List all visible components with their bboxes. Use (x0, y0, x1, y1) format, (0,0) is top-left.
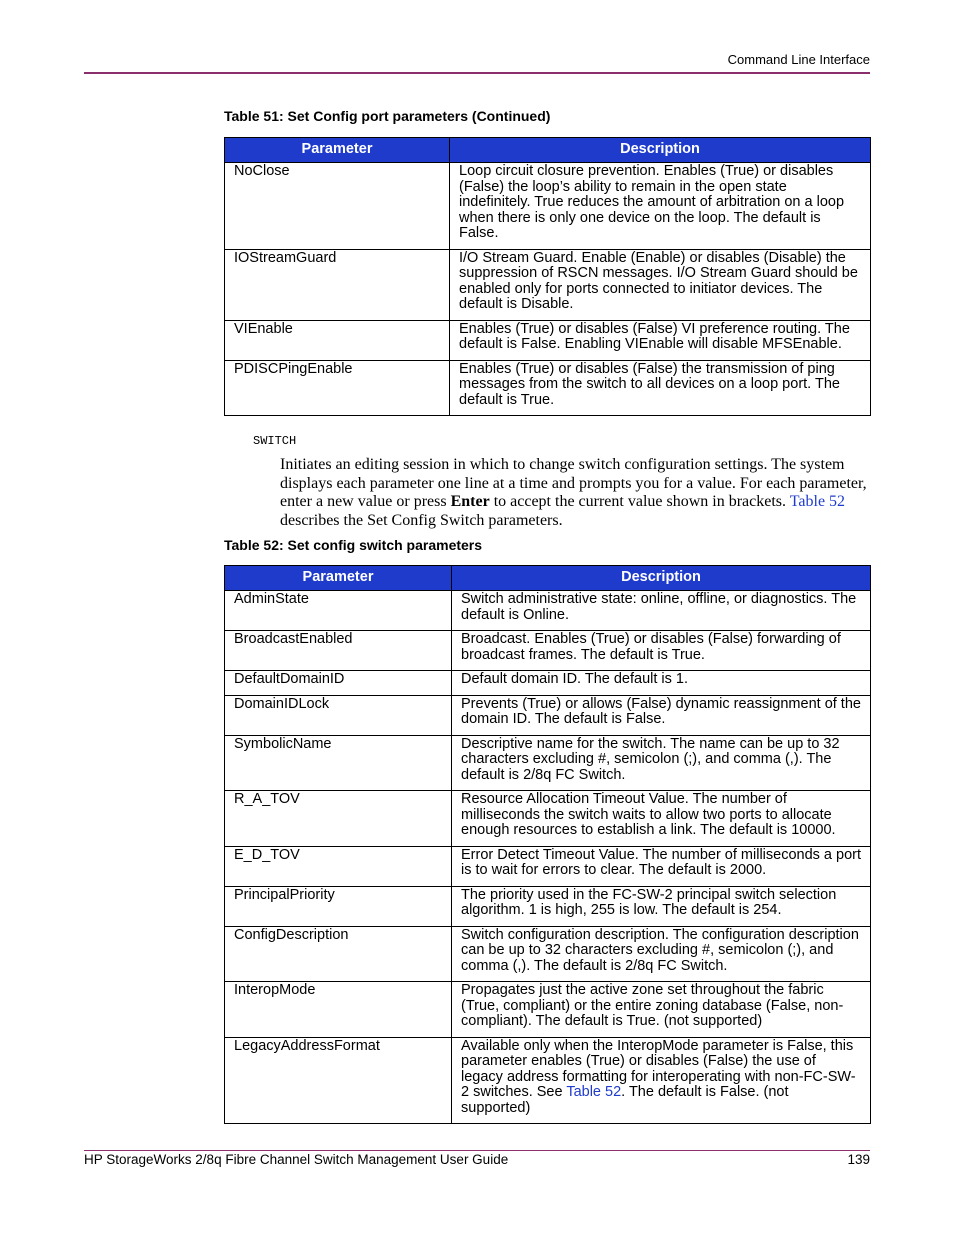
parameter-cell: E_D_TOV (225, 846, 452, 886)
description-cell (452, 1037, 871, 1124)
table-52-link[interactable]: Table 52 (566, 1084, 622, 1100)
table-52-link[interactable]: Table 52 (789, 493, 846, 511)
parameter-cell: PrincipalPriority (225, 886, 452, 926)
paragraph-text: Initiates an editing session in which to change switch configuration settings. The system displays each parameter one line at a time and prompts you for a value. For each parameter, enter a new value or press (280, 456, 867, 511)
description-cell: Prevents (True) or allows (False) dynamic reassignment of the domain ID. The default is False. (452, 695, 871, 735)
description-cell: Propagates just the active zone set throughout the fabric (True, compliant) or the entire zoning database (False, non-compliant). The default is True. (not supported) (452, 982, 871, 1038)
parameter-cell: ConfigDescription (225, 926, 452, 982)
parameter-cell: IOStreamGuard (225, 249, 450, 320)
parameter-cell: LegacyAddressFormat (225, 1037, 452, 1124)
table-row (225, 163, 871, 250)
parameter-cell: InteropMode (225, 982, 452, 1038)
table-51-caption: Table 51: Set Config port parameters (Continued) (224, 108, 551, 124)
footer-title: HP StorageWorks 2/8q Fibre Channel Switch Management User Guide (84, 1152, 509, 1167)
description-text: . The default is False. (not supported) (461, 1084, 789, 1116)
page-number: 139 (847, 1152, 870, 1167)
description-cell: Enables (True) or disables (False) VI preference routing. The default is False. Enabling VIEnable will disable MFSEnable. (450, 320, 871, 360)
parameter-cell: SymbolicName (225, 735, 452, 791)
description-cell: Descriptive name for the switch. The name can be up to 32 characters excluding #, semicolon (;), and comma (,). The default is 2/8q FC Switch. (452, 735, 871, 791)
paragraph-text: describes the Set Config Switch parameters. (280, 512, 563, 530)
description-cell: The priority used in the FC-SW-2 principal switch selection algorithm. 1 is high, 255 is low. The default is 254. (452, 886, 871, 926)
parameter-cell: BroadcastEnabled (225, 631, 452, 671)
description-cell: Default domain ID. The default is 1. (452, 671, 871, 696)
parameter-cell: VIEnable (225, 320, 450, 360)
description-cell: Resource Allocation Timeout Value. The number of milliseconds the switch waits to allow two ports to allocate enough resources to establish a link. The default is 10000. (452, 791, 871, 847)
table-row (225, 360, 871, 416)
switch-command: SWITCH (253, 434, 297, 448)
column-header-description: Description (450, 138, 871, 163)
running-header: Command Line Interface (727, 52, 870, 67)
table-row (225, 671, 871, 696)
table-row (225, 591, 871, 631)
description-cell: Enables (True) or disables (False) the transmission of ping messages from the switch to all devices on a loop port. The default is True. (450, 360, 871, 416)
parameter-cell: DefaultDomainID (225, 671, 452, 696)
description-text: Available only when the InteropMode parameter is False, this parameter enables (True) or disables (False) the use of legacy address formatting for interoperating with non-FC-SW-2 switches. See (461, 1037, 856, 1100)
parameter-cell: DomainIDLock (225, 695, 452, 735)
description-cell: Error Detect Timeout Value. The number of milliseconds a port is to wait for errors to clear. The default is 2000. (452, 846, 871, 886)
header-rule (84, 72, 870, 74)
table-row (225, 320, 871, 360)
table-row (225, 631, 871, 671)
description-cell: Broadcast. Enables (True) or disables (False) forwarding of broadcast frames. The default is True. (452, 631, 871, 671)
enter-key-term: Enter (450, 493, 490, 511)
table-row (225, 982, 871, 1038)
table-row (225, 735, 871, 791)
table-52 (224, 565, 871, 1124)
column-header-parameter: Parameter (225, 138, 450, 163)
paragraph-text: to accept the current value shown in brackets. (489, 493, 790, 511)
parameter-cell: AdminState (225, 591, 452, 631)
description-cell: I/O Stream Guard. Enable (Enable) or disables (Disable) the suppression of RSCN messages. I/O Stream Guard should be enabled only for ports connected to initiator devices. The default is Disable. (450, 249, 871, 320)
table-row (225, 695, 871, 735)
table-row (225, 1037, 871, 1124)
table-row (225, 846, 871, 886)
table-51 (224, 137, 871, 416)
description-cell: Switch administrative state: online, offline, or diagnostics. The default is Online. (452, 591, 871, 631)
table-row (225, 249, 871, 320)
switch-description-paragraph (280, 456, 872, 531)
table-52-caption: Table 52: Set config switch parameters (224, 537, 483, 553)
column-header-parameter: Parameter (225, 566, 452, 591)
table-row (225, 886, 871, 926)
description-cell: Switch configuration description. The configuration description can be up to 32 characters excluding #, semicolon (;), and comma (,). The default is 2/8q FC Switch. (452, 926, 871, 982)
parameter-cell: PDISCPingEnable (225, 360, 450, 416)
footer-rule (84, 1150, 870, 1151)
table-row (225, 926, 871, 982)
description-cell: Loop circuit closure prevention. Enables (True) or disables (False) the loop’s ability to remain in the open state indefinitely. True reduces the amount of arbitration on a loop when there is only one device on the loop. The default is False. (450, 163, 871, 250)
parameter-cell: NoClose (225, 163, 450, 250)
parameter-cell: R_A_TOV (225, 791, 452, 847)
column-header-description: Description (452, 566, 871, 591)
table-row (225, 791, 871, 847)
